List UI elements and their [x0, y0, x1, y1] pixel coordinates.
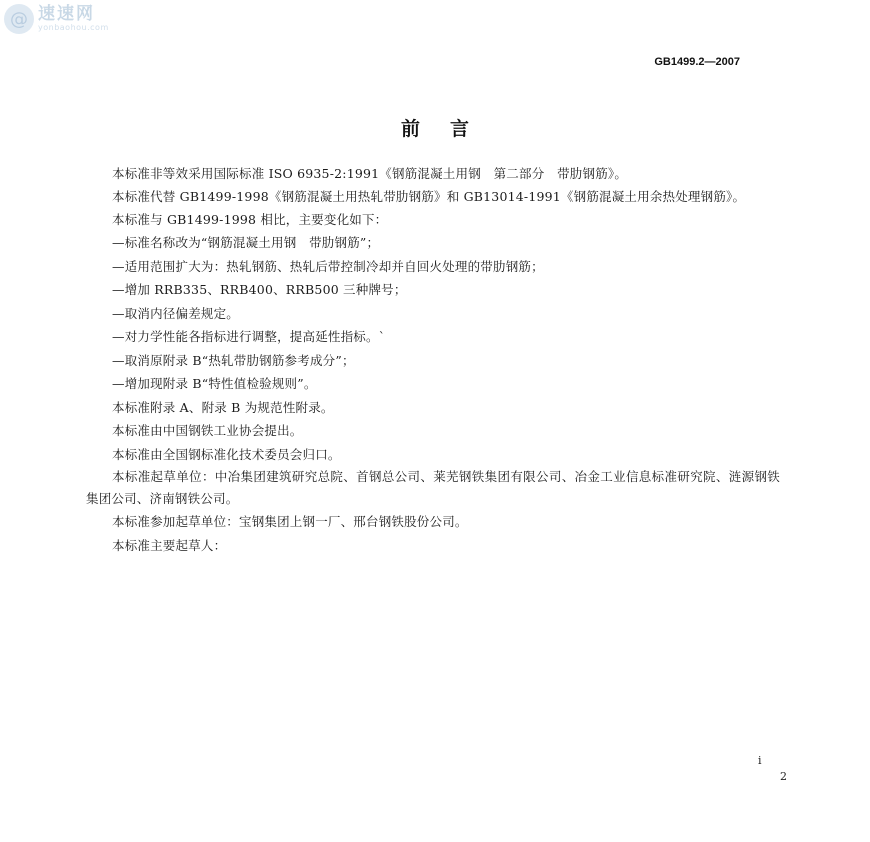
paragraph-changes-intro: 本标准与 GB1499-1998 相比，主要变化如下：: [112, 211, 388, 227]
page-number: 2: [780, 770, 787, 783]
site-watermark: [4, 2, 114, 36]
paragraph-participating-units: 本标准参加起草单位：宝钢集团上钢一厂、邢台钢铁股份公司。: [112, 514, 468, 529]
roman-page-number: i: [758, 754, 762, 767]
foreword-body: [86, 162, 780, 557]
change-item: —增加现附录 B“特性值检验规则”。: [112, 376, 317, 391]
paragraph-adoption: 本标准非等效采用国际标准 ISO 6935-2:1991《钢筋混凝土用钢 第二部分 带肋钢筋》。: [112, 166, 628, 181]
page-title: 前言: [400, 118, 499, 140]
watermark-text: [38, 3, 109, 32]
change-item: —标准名称改为“钢筋混凝土用钢 带肋钢筋”；: [112, 235, 380, 250]
change-item: —取消原附录 B“热轧带肋钢筋参考成分”；: [112, 352, 355, 368]
watermark-name: 速速网: [38, 3, 95, 24]
paragraph-annexes: 本标准附录 A、附录 B 为规范性附录。: [112, 399, 334, 415]
paragraph-replaces: 本标准代替 GB1499-1998《钢筋混凝土用热轧带肋钢筋》和 GB13014-1991《钢筋混凝土用余热处理钢筋》。: [112, 188, 746, 204]
paragraph-proposed-by: 本标准由中国钢铁工业协会提出。: [112, 423, 303, 438]
standard-number: GB1499.2—2007: [654, 56, 740, 68]
paragraph-drafting-units: 本标准起草单位：中冶集团建筑研究总院、首钢总公司、莱芜钢铁集团有限公司、冶金工业信息标准研究院、涟源钢铁集团公司、济南钢铁公司。: [86, 469, 780, 506]
change-item: —适用范围扩大为：热轧钢筋、热轧后带控制冷却并自回火处理的带肋钢筋；: [112, 258, 544, 274]
change-item: —取消内径偏差规定。: [112, 305, 240, 321]
paragraph-administered-by: 本标准由全国钢标准化技术委员会归口。: [112, 446, 341, 462]
change-item: —增加 RRB335、RRB400、RRB500 三种牌号；: [112, 282, 407, 297]
change-item: —对力学性能各指标进行调整，提高延性指标。`: [112, 329, 386, 344]
paragraph-main-drafters: 本标准主要起草人：: [112, 537, 227, 553]
watermark-url: yonbaohou.com: [38, 22, 109, 32]
spiral-logo-icon: @: [4, 4, 34, 34]
